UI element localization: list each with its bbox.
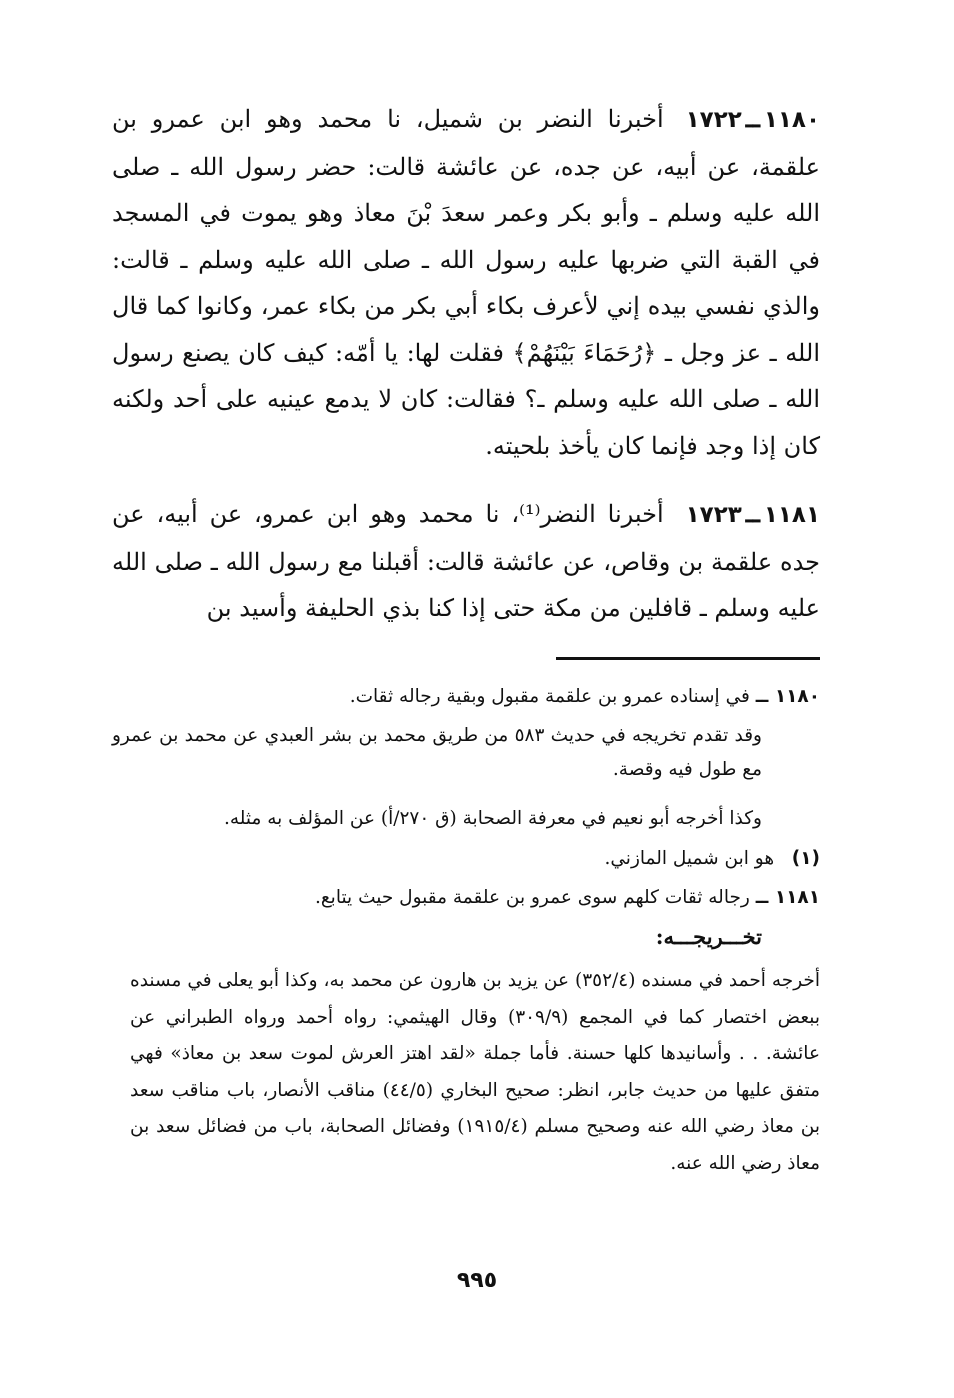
- page-number: ٩٩٥: [456, 1268, 498, 1293]
- footnote-text: وكذا أخرجه أبو نعيم في معرفة الصحابة (ق ٢٧٠/أ) عن المؤلف به مثله.: [223, 808, 762, 829]
- footnote-1181: [130, 881, 820, 915]
- hadith-sequence-number: ١٧٢٢: [685, 107, 742, 133]
- footnote-label: ١١٨١ ــ: [755, 887, 820, 908]
- footnote-text: وقد تقدم تخريجه في حديث ٥٨٣ من طريق محمد بن بشر العبدي عن محمد بن عمرو مع طول فيه وقصة.: [112, 725, 762, 780]
- hadith-text: أخبرنا النضر⁽¹⁾، نا محمد وهو ابن عمرو، عن أبيه، عن جده علقمة بن وقاص، عن عائشة قالت: أقبلنا مع رسول الله ـ صلى الله عليه وسلم ـ قافلين من مكة حتى إذا كنا بذي الحليفة وأسيد بن: [112, 500, 820, 622]
- footnote-label: ١١٨٠ ــ: [755, 686, 820, 707]
- footnote-1180-abu-nuaym: [112, 802, 762, 836]
- takhrij-text: أخرجه أحمد في مسنده (٣٥٢/٤) عن يزيد بن هارون عن محمد به، وكذا أبو يعلى في مسنده ببعض اختصار كما في المجمع (٣٠٩/٩) وقال الهيثمي: رواه أحمد ورواه الطبراني عن عائشة. . . وأسانيدها كلها حسنة. فأما جملة «لقد اهتز العرش لموت سعد بن معاذ» فهي متفق عليها من حديث جابر، انظر: صحيح البخاري (٤٤/٥) مناقب الأنصار، باب مناقب سعد بن معاذ رضي الله عنه وصحيح مسلم (١٩١٥/٤) وفضائل الصحابة، باب من فضائل سعد بن معاذ رضي الله عنه.: [130, 970, 820, 1174]
- hadith-separator: ــ: [745, 104, 760, 133]
- footnote-1180: [130, 680, 820, 714]
- hadith-separator: ــ: [745, 499, 760, 528]
- takhrij-heading: تخـــريجـــه:: [655, 924, 762, 949]
- footnote-text: في إسناده عمرو بن علقمة مقبول وبقية رجاله ثقات.: [349, 686, 750, 707]
- hadith-number: ١١٨٠: [763, 107, 820, 133]
- footnote-1: [130, 842, 820, 876]
- hadith-text: أخبرنا النضر بن شميل، نا محمد وهو ابن عمرو بن علقمة، عن أبيه، عن جده، عن عائشة قالت: حضر رسول الله ـ صلى الله عليه وسلم ـ وأبو بكر وعمر سعدَ بْنَ معاذ وهو يموت في المسجد في القبة التي ضربها عليه رسول الله ـ صلى الله عليه وسلم ـ قالت: والذي نفسي بيده إني لأعرف بكاء أبي بكر من بكاء عمر، وكانوا كما قال الله ـ عز وجل ـ ﴿رُحَمَاءَ بَيْنَهُمْ﴾ فقلت لها: يا أمّه: كيف كان يصنع رسول الله ـ صلى الله عليه وسلم ـ؟ فقالت: كان لا يدمع عينيه على أحد ولكنه كان إذا وجد فإنما كان يأخذ بلحيته.: [112, 105, 820, 460]
- hadith-1181: [112, 491, 820, 632]
- hadith-sequence-number: ١٧٢٣: [685, 502, 742, 528]
- footnote-1180-takhrij: [112, 719, 762, 787]
- footnote-text: هو ابن شميل المازني.: [604, 848, 775, 869]
- hadith-number: ١١٨١: [763, 502, 821, 528]
- footnote-separator-rule: [556, 657, 820, 660]
- hadith-1180: [112, 96, 820, 469]
- footnote-label: (١): [791, 848, 820, 869]
- footnote-text: رجاله ثقات كلهم سوى عمرو بن علقمة مقبول حيث يتابع.: [314, 887, 750, 908]
